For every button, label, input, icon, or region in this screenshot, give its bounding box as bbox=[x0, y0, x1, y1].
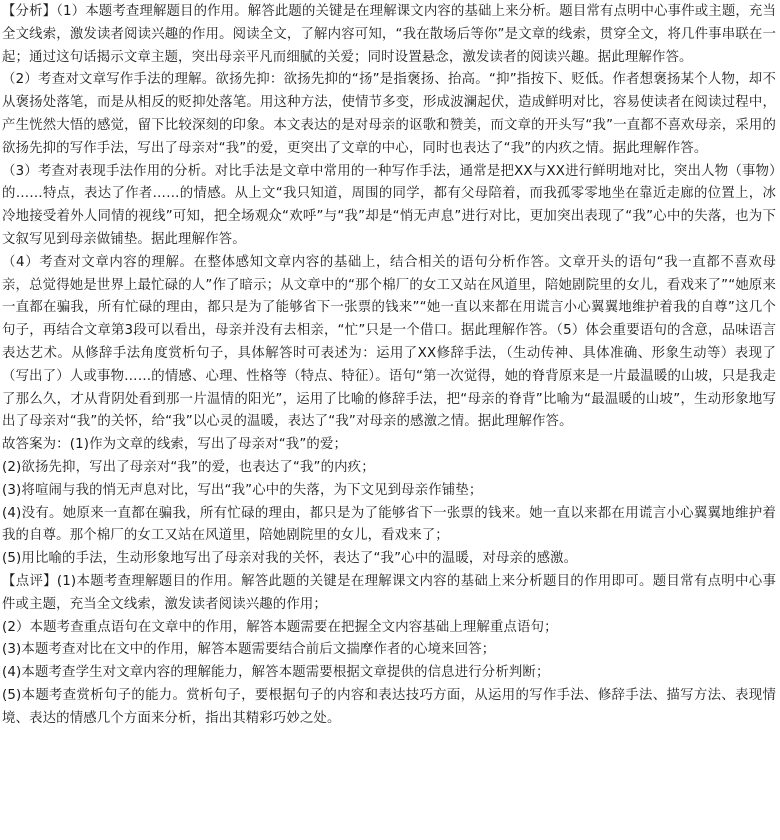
answer-5: (5)用比喻的手法，生动形象地写出了母亲对我的关怀，表达了“我”心中的温暖，对母亲的感激。 bbox=[2, 551, 578, 567]
comment-4: (4)本题考查学生对文章内容的理解能力，解答本题需要根据文章提供的信息进行分析判断； bbox=[2, 665, 550, 681]
comment-2: (2）本题考查重点语句在文章中的作用，解答本题需要在把握全文内容基础上理解重点语句； bbox=[2, 619, 558, 635]
answer-1: 故答案为：(1)作为文章的线索，写出了母亲对“我”的爱； bbox=[2, 437, 348, 453]
analysis-part-3: （3）考查对表现手法作用的分析。对比手法是文章中常用的一种写作手法，通常是把XX与XX进行鲜明地对比，突出人物（事物）的……特点，表达了作者……的情感。从上文“我只知道，周围的同学，都有父母陪着，而我孤零零地坐在靠近走廊的位置上，冰冷地接受着外人同情的视线”可知，把全场观众“欢呼”与“我”却是“悄无声息”进行对比，更加突出表现了“我”心中的失落，也为下文叙写见到母亲做铺垫。据此理解作答。 bbox=[2, 163, 776, 247]
analysis-part-2: （2）考查对文章写作手法的理解。欲扬先抑：欲扬先抑的“扬”是指褒扬、抬高。“抑”指按下、贬低。作者想褒扬某个人物，却不从褒扬处落笔，而是从相反的贬抑处落笔。用这种方法，使情节多变，形成波澜起伏，造成鲜明对比，容易使读者在阅读过程中，产生恍然大悟的感觉，留下比较深刻的印象。本文表达的是对母亲的讴歌和赞美，而文章的开头写“我”一直都不喜欢母亲，采用的欲扬先抑的写作手法，写出了母亲对“我”的爱，更突出了文章的中心，同时也表达了“我”的内疚之情。据此理解作答。 bbox=[2, 72, 776, 156]
comment-3: (3)本题考查对比在文中的作用，解答本题需要结合前后文揣摩作者的心境来回答； bbox=[2, 642, 496, 658]
comment-5: (5)本题考查赏析句子的能力。赏析句子，要根据句子的内容和表达技巧方面，从运用的写作手法、修辞手法、描写方法、表现情境、表达的情感几个方面来分析，指出其精彩巧妙之处。 bbox=[2, 687, 776, 726]
comment-1: 【点评】(1)本题考查理解题目的作用。解答此题的关键是在理解课文内容的基础上来分析题目的作用即可。题目常有点明中心事件或主题，充当全文线索，激发读者阅读兴趣的作用； bbox=[2, 573, 776, 612]
analysis-part-4-5: （4）考查对文章内容的理解。在整体感知文章内容的基础上，结合相关的语句分析作答。文章开头的语句“我一直都不喜欢母亲，总觉得她是世界上最忙碌的人”作了暗示；从文章中的“那个棉厂的女工又站在风道里，陪她剧院里的女儿，看戏来了”“她原来一直都在骗我，所有忙碌的理由，都只是为了能够省下一张票的钱来”“她一直以来都在用谎言小心翼翼地维护着我的自尊”这几个句子，再结合文章第3段可以看出，母亲并没有去相亲，“忙”只是一个借口。据此理解作答。（5）体会重要语句的含意，品味语言表达艺术。从修辞手法角度赏析句子，具体解答时可表述为：运用了XX修辞手法，（生动传神、具体准确、形象生动等）表现了（写出了）人或事物……的情感、心理、性格等（特点、特征）。语句“第一次觉得，她的脊背原来是一片最温暖的山坡，只是我走了那么久，才从背阴处看到那一片温情的阳光”，运用了比喻的修辞手法，把“母亲的脊背”比喻为“最温暖的山坡”，生动形象地写出了母亲对“我”的关怀，给“我”以心灵的温暖，表达了“我”对母亲的感激之情。据此理解作答。 bbox=[2, 254, 776, 430]
answer-3: (3)将喧闹与我的悄无声息对比，写出“我”心中的失落，为下文见到母亲作铺垫； bbox=[2, 482, 483, 498]
analysis-part-1: 【分析】（1）本题考查理解题目的作用。解答此题的关键是在理解课文内容的基础上来分析。题目常有点明中心事件或主题，充当全文线索，激发读者阅读兴趣的作用。阅读全文，了解内容可知，“我在散场后等你”是文章的线索，贯穿全文，将几件事串联在一起；通过这句话揭示文章主题，突出母亲平凡而细腻的关爱；同时设置悬念，激发读者的阅读兴趣。据此理解作答。 bbox=[2, 4, 776, 65]
answer-2: (2)欲扬先抑，写出了母亲对“我”的爱，也表达了“我”的内疚； bbox=[2, 459, 375, 475]
answer-4: (4)没有。她原来一直都在骗我，所有忙碌的理由，都只是为了能够省下一张票的钱来。她一直以来都在用谎言小心翼翼地维护着我的自尊。那个棉厂的女工又站在风道里，陪她剧院里的女儿，看戏来了； bbox=[2, 505, 776, 544]
